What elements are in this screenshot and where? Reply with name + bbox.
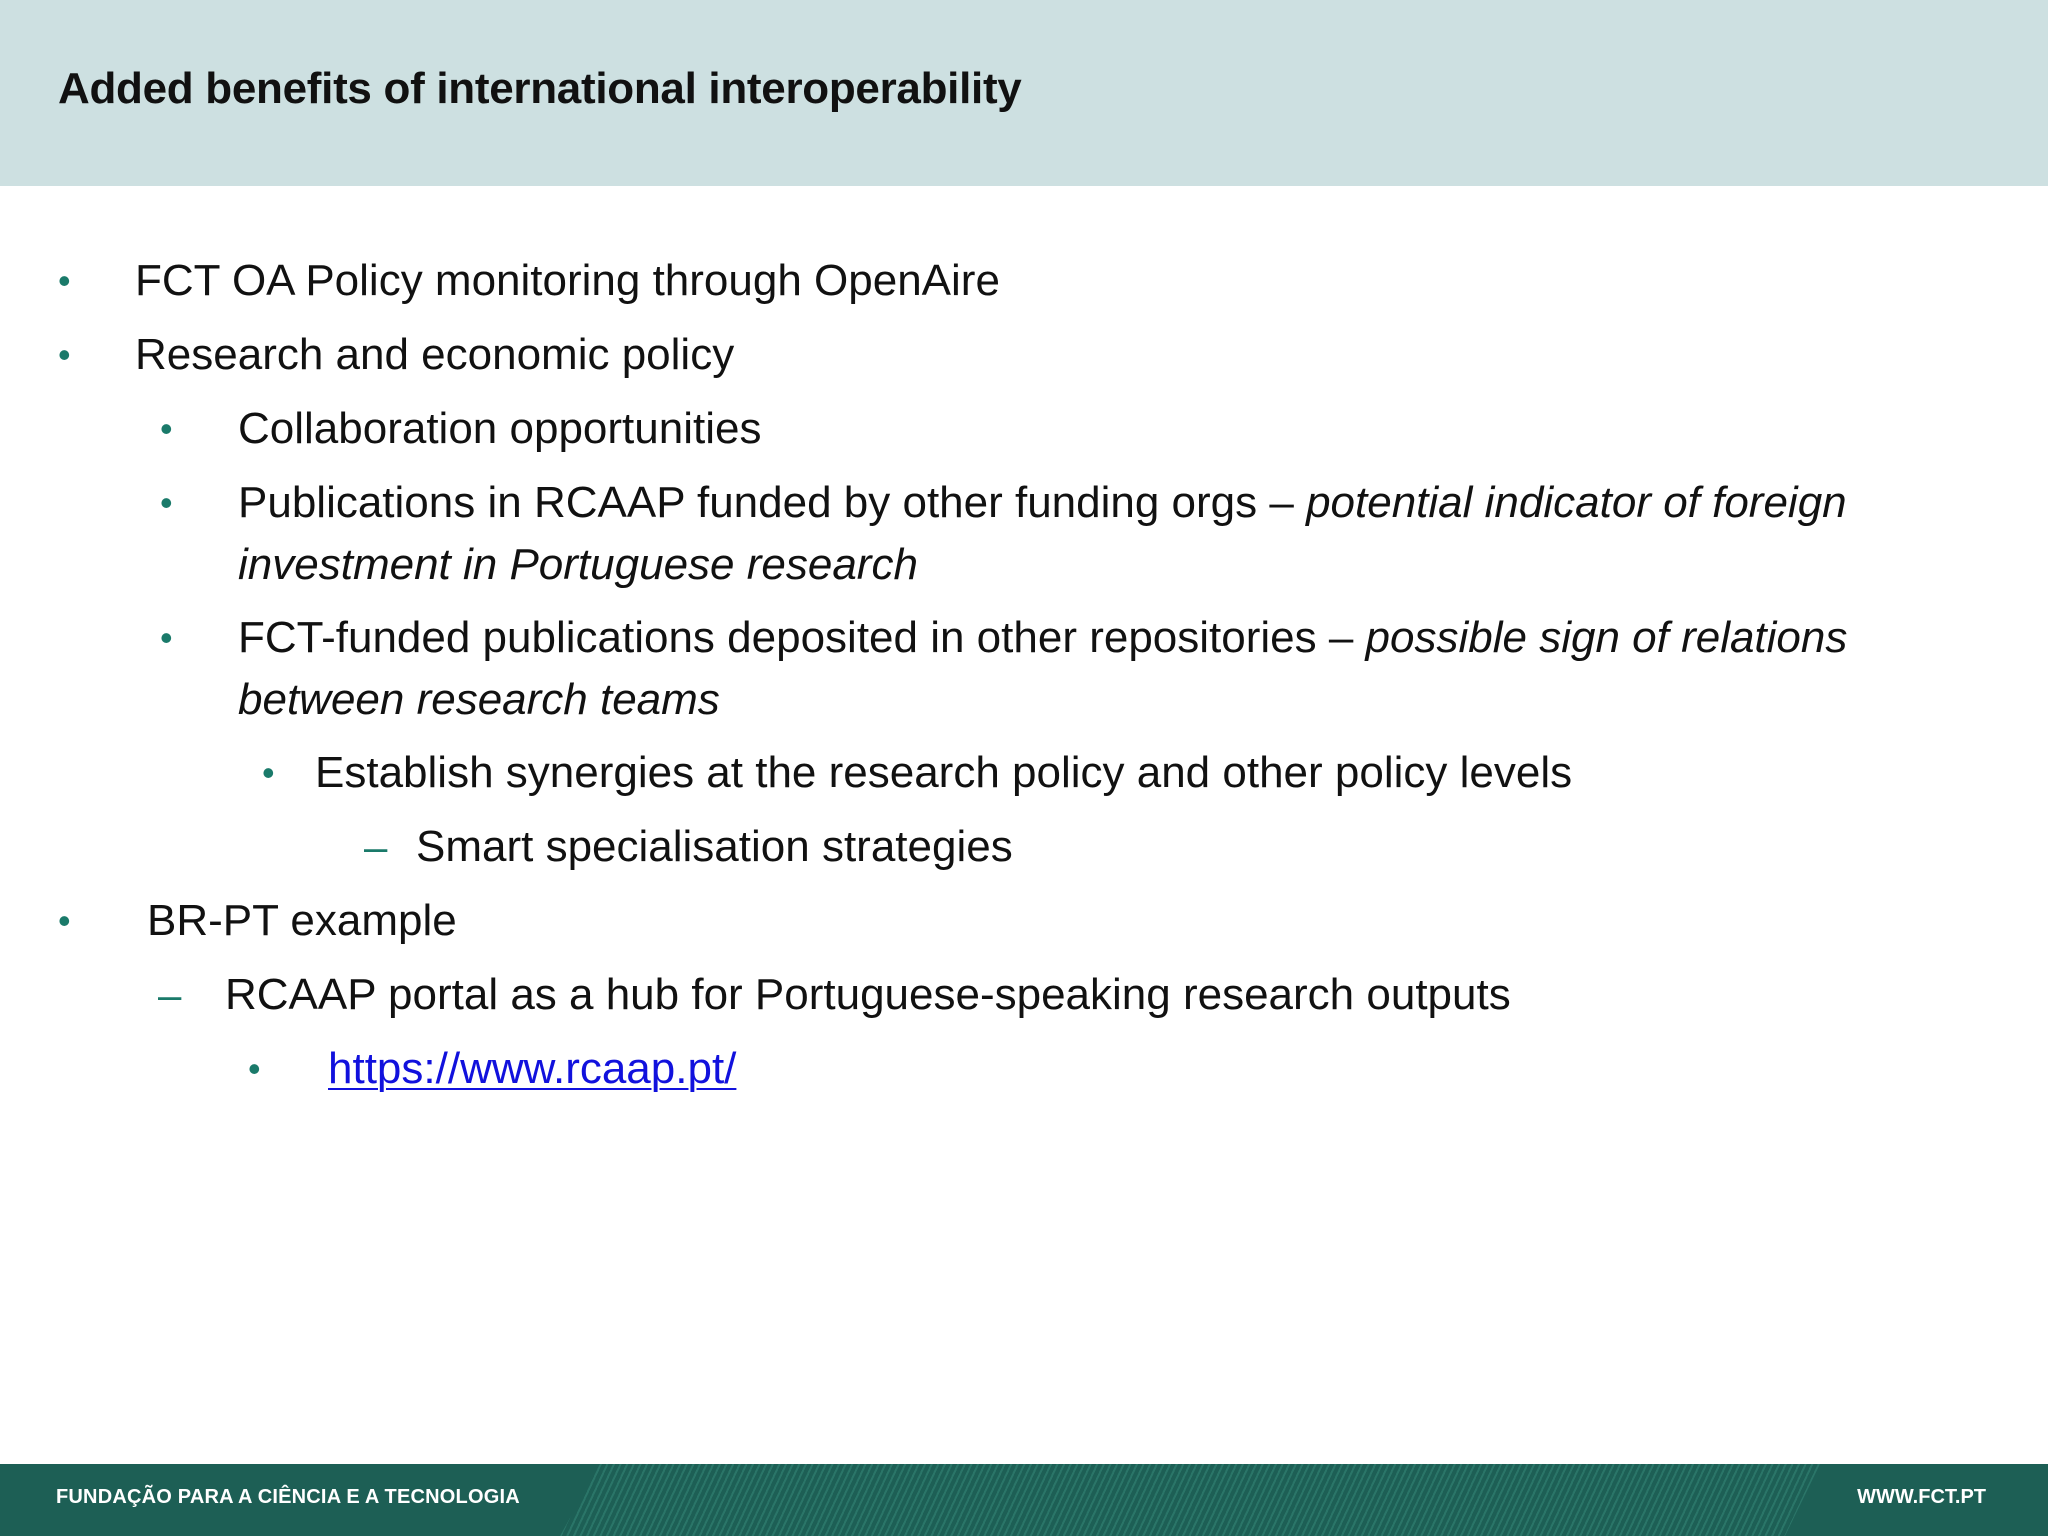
- bullet-icon: •: [58, 900, 71, 941]
- list-item: RCAAP portal as a hub for Portuguese-speaking research outputs: [225, 970, 1511, 1019]
- list-item-continuation: investment in Portuguese research: [238, 540, 918, 589]
- list-item-text: Publications in RCAAP funded by other funding orgs –: [238, 478, 1307, 527]
- list-item-emphasis: potential indicator of foreign: [1306, 478, 1847, 527]
- bullet-icon: •: [262, 752, 275, 793]
- list-item: [328, 1038, 736, 1099]
- list-item: Smart specialisation strategies: [416, 822, 1013, 871]
- bullet-icon: •: [160, 408, 173, 449]
- rcaap-link[interactable]: https://www.rcaap.pt/: [328, 1044, 737, 1093]
- title-banner: [0, 0, 2048, 186]
- bullet-icon: •: [160, 482, 173, 523]
- list-item: Research and economic policy: [135, 330, 735, 379]
- list-item: Collaboration opportunities: [238, 404, 762, 453]
- dash-icon: –: [158, 971, 182, 1018]
- bullet-icon: •: [58, 260, 71, 301]
- bullet-icon: •: [58, 334, 71, 375]
- list-item-text: FCT-funded publications deposited in other repositories –: [238, 613, 1366, 662]
- bullet-icon: •: [248, 1048, 261, 1089]
- list-item-emphasis: possible sign of relations: [1365, 613, 1848, 662]
- list-item-continuation: between research teams: [238, 675, 720, 724]
- footer-organization: FUNDAÇÃO PARA A CIÊNCIA E A TECNOLOGIA: [56, 1486, 520, 1508]
- footer-website[interactable]: WWW.FCT.PT: [1857, 1486, 1986, 1508]
- slide-title: Added benefits of international interoperability: [58, 64, 1022, 113]
- list-item: [238, 472, 1847, 533]
- footer-pattern: [560, 1464, 1820, 1536]
- list-item: FCT OA Policy monitoring through OpenAire: [135, 256, 1000, 305]
- footer-bar: [0, 1464, 2048, 1536]
- list-item: Establish synergies at the research policy and other policy levels: [315, 748, 1573, 797]
- list-item: [238, 607, 1847, 668]
- dash-icon: –: [364, 823, 388, 870]
- bullet-icon: •: [160, 617, 173, 658]
- list-item: BR-PT example: [147, 896, 457, 945]
